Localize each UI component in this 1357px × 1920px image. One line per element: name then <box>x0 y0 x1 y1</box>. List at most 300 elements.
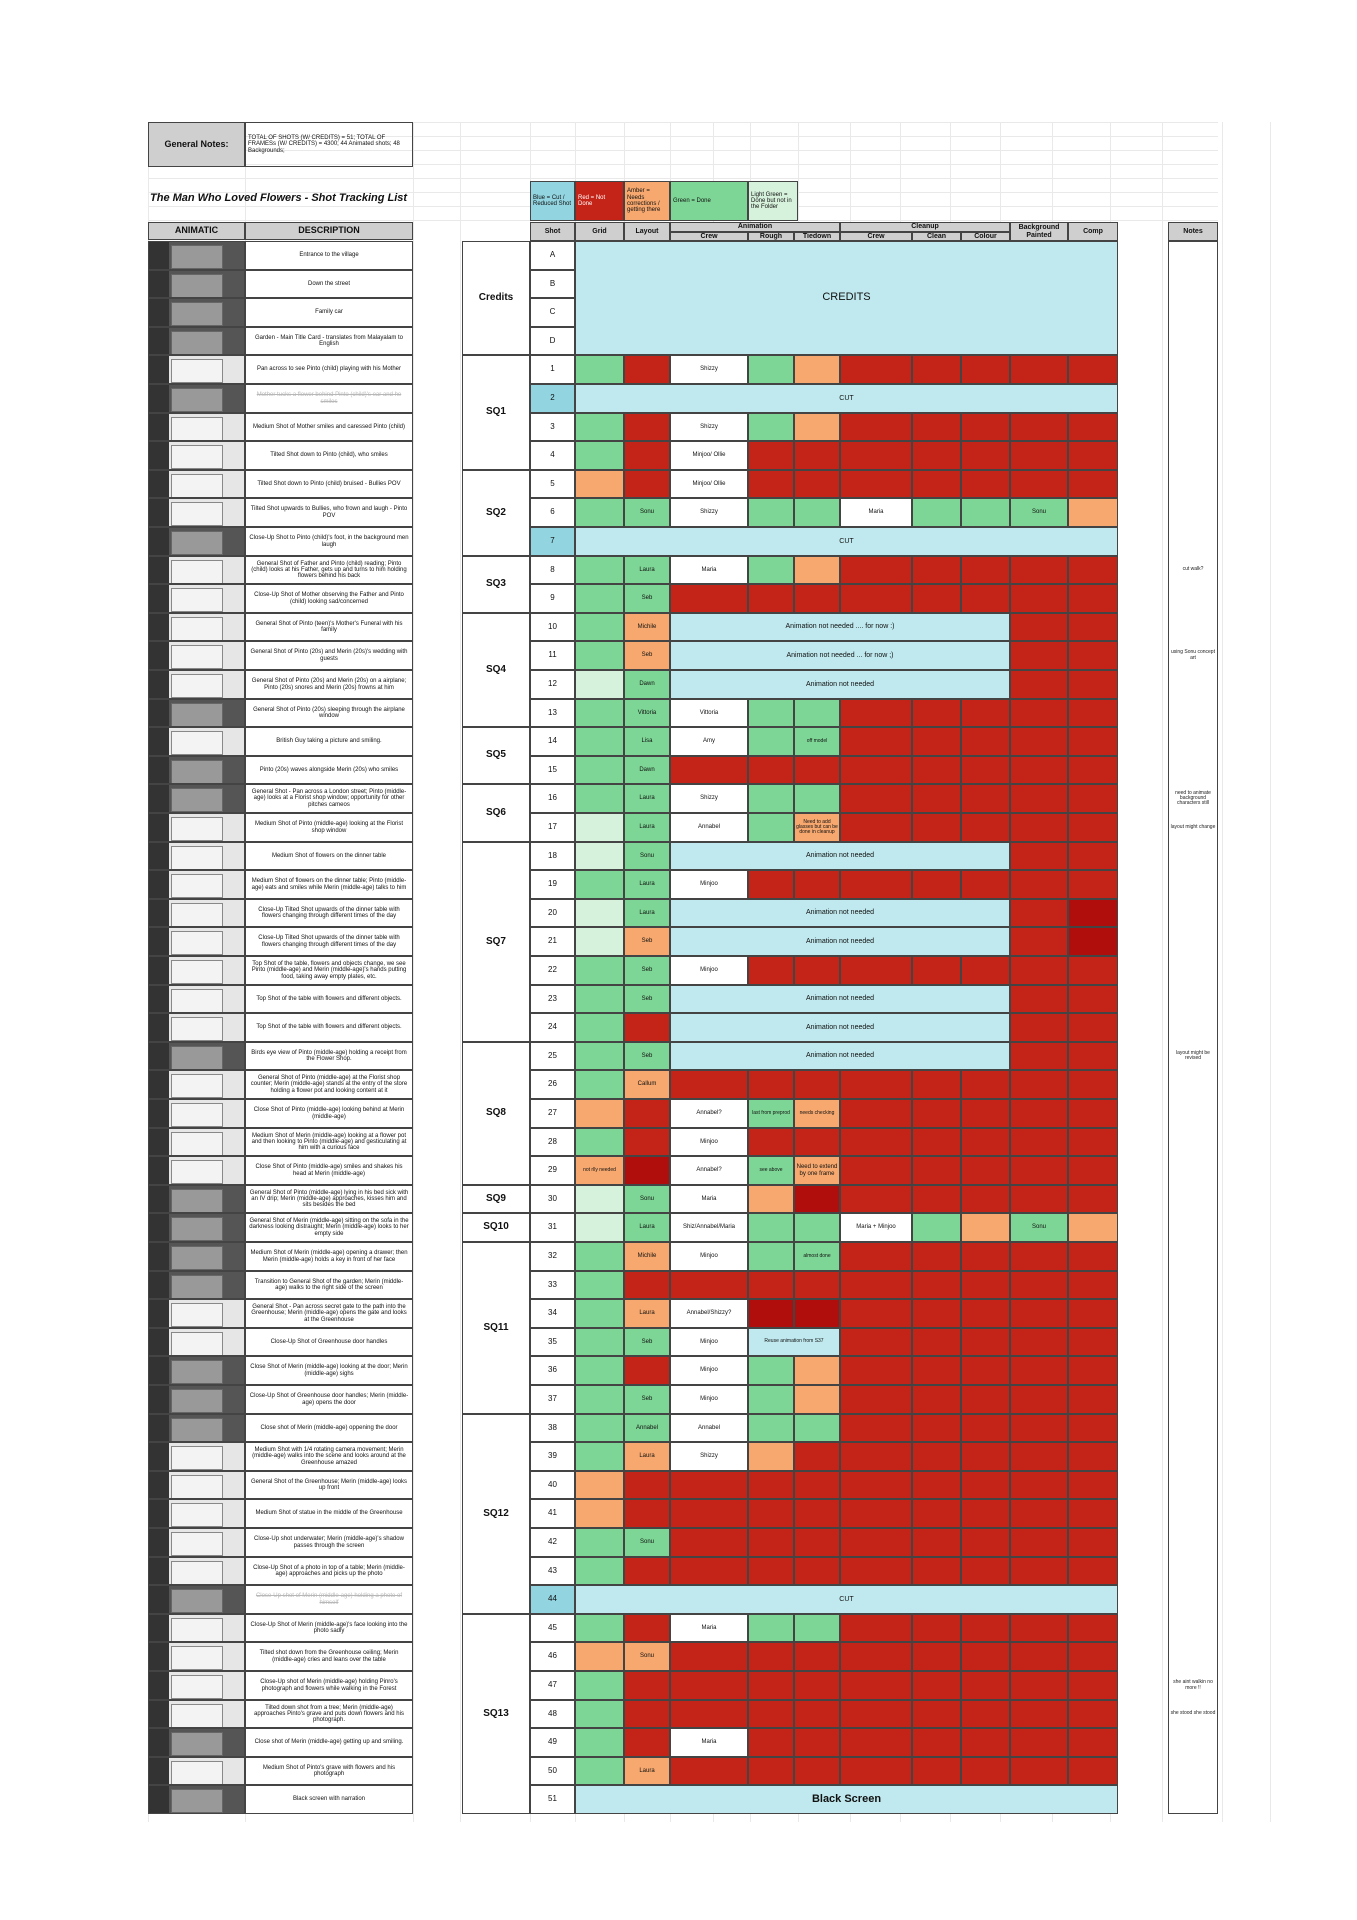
status-cell[interactable]: Shizzy <box>670 355 748 384</box>
status-cell[interactable]: Annabel? <box>670 1099 748 1128</box>
status-cell[interactable] <box>912 1614 961 1642</box>
status-cell[interactable] <box>840 1356 912 1385</box>
status-cell[interactable]: Seb <box>624 584 670 613</box>
status-cell[interactable] <box>624 441 670 470</box>
status-cell[interactable] <box>794 1614 840 1642</box>
status-cell[interactable] <box>961 813 1010 842</box>
status-cell[interactable] <box>912 1271 961 1299</box>
status-cell[interactable] <box>961 1728 1010 1757</box>
status-cell[interactable] <box>575 1328 624 1356</box>
status-cell[interactable] <box>1010 1242 1068 1271</box>
status-cell[interactable] <box>912 1385 961 1414</box>
status-cell[interactable] <box>575 1213 624 1242</box>
status-cell[interactable] <box>1010 1185 1068 1213</box>
status-cell[interactable] <box>1068 498 1118 527</box>
status-cell[interactable] <box>1068 1213 1118 1242</box>
status-cell[interactable] <box>1068 842 1118 870</box>
status-cell[interactable] <box>575 556 624 584</box>
status-cell[interactable]: Minjoo <box>670 1385 748 1414</box>
status-cell[interactable] <box>961 727 1010 756</box>
status-cell[interactable] <box>840 470 912 498</box>
status-cell[interactable] <box>961 413 1010 441</box>
status-cell[interactable] <box>840 1099 912 1128</box>
status-cell[interactable] <box>912 1414 961 1442</box>
status-cell[interactable] <box>961 1499 1010 1528</box>
status-cell[interactable] <box>912 727 961 756</box>
status-cell[interactable]: Maria <box>670 1185 748 1213</box>
status-cell[interactable] <box>912 1442 961 1471</box>
status-cell[interactable]: Annabel? <box>670 1156 748 1185</box>
status-cell[interactable]: Maria <box>840 498 912 527</box>
status-cell[interactable] <box>1010 1528 1068 1557</box>
status-cell[interactable] <box>1068 1728 1118 1757</box>
status-cell[interactable] <box>575 1013 624 1042</box>
status-cell[interactable] <box>575 1356 624 1385</box>
status-cell[interactable] <box>1068 1042 1118 1070</box>
status-cell[interactable] <box>840 1414 912 1442</box>
status-cell[interactable]: Seb <box>624 1042 670 1070</box>
status-cell[interactable] <box>1068 413 1118 441</box>
status-cell[interactable] <box>961 1471 1010 1499</box>
status-cell[interactable] <box>748 813 794 842</box>
status-cell[interactable] <box>794 355 840 384</box>
status-cell[interactable] <box>575 1471 624 1499</box>
status-cell[interactable]: Michile <box>624 1242 670 1271</box>
status-cell[interactable] <box>1010 1728 1068 1757</box>
status-cell[interactable] <box>1068 784 1118 813</box>
status-cell[interactable] <box>840 1299 912 1328</box>
status-cell[interactable] <box>961 1414 1010 1442</box>
status-cell[interactable] <box>912 1356 961 1385</box>
status-cell[interactable] <box>575 956 624 985</box>
status-cell[interactable] <box>912 1242 961 1271</box>
status-cell[interactable] <box>1068 813 1118 842</box>
status-cell[interactable] <box>961 498 1010 527</box>
status-cell[interactable] <box>912 1671 961 1700</box>
status-cell[interactable] <box>794 1557 840 1585</box>
status-cell[interactable] <box>1010 899 1068 927</box>
status-cell[interactable]: Annabel <box>670 813 748 842</box>
status-cell[interactable] <box>624 1671 670 1700</box>
status-cell[interactable] <box>794 1299 840 1328</box>
status-cell[interactable] <box>1010 670 1068 699</box>
status-cell[interactable] <box>670 1757 748 1785</box>
status-cell[interactable] <box>1010 413 1068 441</box>
status-cell[interactable]: Maria <box>670 1614 748 1642</box>
status-cell[interactable] <box>1068 699 1118 727</box>
status-cell[interactable] <box>1068 1700 1118 1728</box>
status-cell[interactable] <box>840 1557 912 1585</box>
status-cell[interactable] <box>840 1499 912 1528</box>
status-cell[interactable] <box>794 956 840 985</box>
status-cell[interactable] <box>912 870 961 899</box>
status-cell[interactable] <box>912 1185 961 1213</box>
status-cell[interactable] <box>912 413 961 441</box>
status-cell[interactable] <box>961 1700 1010 1728</box>
status-cell[interactable] <box>912 1499 961 1528</box>
status-cell[interactable] <box>840 956 912 985</box>
status-cell[interactable] <box>748 1128 794 1156</box>
status-cell[interactable] <box>840 1128 912 1156</box>
status-cell[interactable] <box>961 1128 1010 1156</box>
status-cell[interactable] <box>575 584 624 613</box>
status-cell[interactable] <box>840 727 912 756</box>
status-cell[interactable] <box>575 641 624 670</box>
status-cell[interactable] <box>624 1557 670 1585</box>
status-cell[interactable] <box>1068 1499 1118 1528</box>
status-cell[interactable] <box>912 813 961 842</box>
status-cell[interactable] <box>794 1128 840 1156</box>
status-cell[interactable] <box>840 1614 912 1642</box>
status-cell[interactable] <box>961 1156 1010 1185</box>
status-cell[interactable] <box>575 1242 624 1271</box>
status-cell[interactable] <box>748 498 794 527</box>
status-cell[interactable] <box>912 1557 961 1585</box>
status-cell[interactable] <box>1010 355 1068 384</box>
status-cell[interactable]: Laura <box>624 1213 670 1242</box>
status-cell[interactable] <box>748 727 794 756</box>
status-cell[interactable] <box>670 1671 748 1700</box>
status-cell[interactable] <box>575 1070 624 1099</box>
status-cell[interactable] <box>624 470 670 498</box>
status-cell[interactable] <box>1068 1128 1118 1156</box>
status-cell[interactable] <box>1010 470 1068 498</box>
status-cell[interactable]: Shizzy <box>670 784 748 813</box>
status-cell[interactable] <box>1068 870 1118 899</box>
status-cell[interactable] <box>794 1442 840 1471</box>
status-cell[interactable] <box>575 1299 624 1328</box>
status-cell[interactable] <box>912 1156 961 1185</box>
status-cell[interactable] <box>1068 1328 1118 1356</box>
status-cell[interactable] <box>575 1528 624 1557</box>
status-cell[interactable]: Seb <box>624 927 670 956</box>
status-cell[interactable] <box>670 1642 748 1671</box>
status-cell[interactable]: Maria <box>670 556 748 584</box>
status-cell[interactable] <box>912 584 961 613</box>
status-cell[interactable]: not rlly needed <box>575 1156 624 1185</box>
status-cell[interactable] <box>794 1499 840 1528</box>
status-cell[interactable] <box>840 584 912 613</box>
status-cell[interactable] <box>840 1185 912 1213</box>
status-cell[interactable] <box>748 1471 794 1499</box>
status-cell[interactable]: Annabel/Shizzy? <box>670 1299 748 1328</box>
status-cell[interactable] <box>1068 727 1118 756</box>
status-cell[interactable] <box>748 784 794 813</box>
status-cell[interactable] <box>624 1156 670 1185</box>
status-cell[interactable] <box>748 1728 794 1757</box>
status-cell[interactable]: Michile <box>624 613 670 641</box>
status-cell[interactable] <box>912 699 961 727</box>
status-cell[interactable] <box>575 1414 624 1442</box>
status-cell[interactable] <box>575 1728 624 1757</box>
status-cell[interactable] <box>840 813 912 842</box>
status-cell[interactable] <box>961 1185 1010 1213</box>
status-cell[interactable] <box>748 756 794 784</box>
status-cell[interactable] <box>1010 1356 1068 1385</box>
status-cell[interactable]: Vittoria <box>624 699 670 727</box>
status-cell[interactable] <box>961 556 1010 584</box>
status-cell[interactable] <box>575 1499 624 1528</box>
status-cell[interactable] <box>840 1471 912 1499</box>
status-cell[interactable] <box>912 1471 961 1499</box>
status-cell[interactable] <box>575 355 624 384</box>
status-cell[interactable] <box>575 1271 624 1299</box>
status-cell[interactable] <box>961 441 1010 470</box>
status-cell[interactable] <box>1068 956 1118 985</box>
status-cell[interactable] <box>794 1700 840 1728</box>
status-cell[interactable]: Laura <box>624 870 670 899</box>
status-cell[interactable]: Minjoo <box>670 870 748 899</box>
status-cell[interactable] <box>961 1242 1010 1271</box>
status-cell[interactable] <box>840 441 912 470</box>
status-cell[interactable] <box>961 1557 1010 1585</box>
status-cell[interactable] <box>1010 1042 1068 1070</box>
status-cell[interactable]: Seb <box>624 956 670 985</box>
status-cell[interactable] <box>748 1642 794 1671</box>
status-cell[interactable] <box>575 1042 624 1070</box>
status-cell[interactable] <box>1010 613 1068 641</box>
status-cell[interactable] <box>748 1442 794 1471</box>
status-cell[interactable] <box>575 842 624 870</box>
status-cell[interactable] <box>1010 1299 1068 1328</box>
status-cell[interactable]: Minjoo <box>670 1356 748 1385</box>
status-cell[interactable] <box>748 1557 794 1585</box>
status-cell[interactable] <box>624 1614 670 1642</box>
status-cell[interactable] <box>748 1356 794 1385</box>
status-cell[interactable] <box>748 470 794 498</box>
status-cell[interactable] <box>912 1700 961 1728</box>
status-cell[interactable] <box>794 1671 840 1700</box>
status-cell[interactable] <box>1068 1528 1118 1557</box>
status-cell[interactable] <box>912 1299 961 1328</box>
status-cell[interactable]: Laura <box>624 899 670 927</box>
status-cell[interactable] <box>961 1213 1010 1242</box>
status-cell[interactable]: Sonu <box>624 1185 670 1213</box>
status-cell[interactable] <box>1068 1013 1118 1042</box>
status-cell[interactable]: Need to extend by one frame <box>794 1156 840 1185</box>
status-cell[interactable] <box>748 355 794 384</box>
status-cell[interactable] <box>575 813 624 842</box>
status-cell[interactable] <box>1068 985 1118 1013</box>
status-cell[interactable] <box>794 870 840 899</box>
status-cell[interactable]: Need to add glasses but can be done in cleanup <box>794 813 840 842</box>
status-cell[interactable] <box>670 1070 748 1099</box>
status-cell[interactable]: Laura <box>624 1442 670 1471</box>
status-cell[interactable] <box>575 1671 624 1700</box>
status-cell[interactable] <box>840 355 912 384</box>
status-cell[interactable]: Minjoo <box>670 1128 748 1156</box>
status-cell[interactable] <box>794 1271 840 1299</box>
status-cell[interactable] <box>670 1557 748 1585</box>
status-cell[interactable]: Shizzy <box>670 1442 748 1471</box>
status-cell[interactable] <box>912 355 961 384</box>
status-cell[interactable] <box>1010 784 1068 813</box>
status-cell[interactable] <box>575 784 624 813</box>
status-cell[interactable] <box>1010 1013 1068 1042</box>
status-cell[interactable] <box>748 1414 794 1442</box>
status-cell[interactable] <box>1010 441 1068 470</box>
status-cell[interactable] <box>961 470 1010 498</box>
status-cell[interactable] <box>912 470 961 498</box>
status-cell[interactable] <box>840 870 912 899</box>
status-cell[interactable] <box>961 1299 1010 1328</box>
status-cell[interactable] <box>575 899 624 927</box>
status-cell[interactable] <box>1068 1671 1118 1700</box>
status-cell[interactable] <box>575 1442 624 1471</box>
status-cell[interactable] <box>961 1385 1010 1414</box>
status-cell[interactable] <box>1010 842 1068 870</box>
status-cell[interactable] <box>1068 1442 1118 1471</box>
status-cell[interactable] <box>748 1757 794 1785</box>
status-cell[interactable] <box>575 498 624 527</box>
status-cell[interactable] <box>794 413 840 441</box>
status-cell[interactable] <box>1068 756 1118 784</box>
status-cell[interactable] <box>1010 1099 1068 1128</box>
status-cell[interactable]: Dawn <box>624 670 670 699</box>
status-cell[interactable] <box>794 470 840 498</box>
status-cell[interactable] <box>748 956 794 985</box>
status-cell[interactable] <box>1068 613 1118 641</box>
status-cell[interactable] <box>748 1271 794 1299</box>
status-cell[interactable] <box>748 1614 794 1642</box>
status-cell[interactable] <box>624 1499 670 1528</box>
status-cell[interactable] <box>961 1528 1010 1557</box>
status-cell[interactable]: Vittoria <box>670 699 748 727</box>
status-cell[interactable] <box>1010 727 1068 756</box>
status-cell[interactable] <box>748 1070 794 1099</box>
status-cell[interactable] <box>624 1728 670 1757</box>
status-cell[interactable] <box>961 756 1010 784</box>
status-cell[interactable] <box>1068 670 1118 699</box>
status-cell[interactable] <box>794 1213 840 1242</box>
status-cell[interactable] <box>1010 870 1068 899</box>
status-cell[interactable] <box>840 1070 912 1099</box>
status-cell[interactable] <box>794 441 840 470</box>
status-cell[interactable] <box>794 1070 840 1099</box>
status-cell[interactable]: Laura <box>624 1299 670 1328</box>
status-cell[interactable] <box>670 1271 748 1299</box>
status-cell[interactable] <box>1010 1271 1068 1299</box>
status-cell[interactable] <box>624 1271 670 1299</box>
status-cell[interactable] <box>748 1499 794 1528</box>
status-cell[interactable] <box>1068 1099 1118 1128</box>
status-cell[interactable]: Seb <box>624 1328 670 1356</box>
status-cell[interactable]: Shiz/Annabel/Maria <box>670 1213 748 1242</box>
status-cell[interactable] <box>575 1099 624 1128</box>
status-cell[interactable]: Sonu <box>624 1528 670 1557</box>
status-cell[interactable] <box>1010 1385 1068 1414</box>
status-cell[interactable] <box>840 1442 912 1471</box>
status-cell[interactable] <box>624 1471 670 1499</box>
status-cell[interactable] <box>1068 355 1118 384</box>
status-cell[interactable] <box>840 1757 912 1785</box>
status-cell[interactable] <box>670 756 748 784</box>
status-cell[interactable] <box>575 985 624 1013</box>
status-cell[interactable] <box>1068 1156 1118 1185</box>
status-cell[interactable] <box>1010 985 1068 1013</box>
status-cell[interactable] <box>912 1070 961 1099</box>
status-cell[interactable] <box>1010 1156 1068 1185</box>
status-cell[interactable]: Minjoo/ Ollie <box>670 441 748 470</box>
status-cell[interactable]: Seb <box>624 985 670 1013</box>
status-cell[interactable] <box>961 870 1010 899</box>
status-cell[interactable] <box>748 1213 794 1242</box>
status-cell[interactable] <box>1010 1557 1068 1585</box>
status-cell[interactable] <box>1010 813 1068 842</box>
status-cell[interactable] <box>748 1242 794 1271</box>
status-cell[interactable] <box>1010 641 1068 670</box>
status-cell[interactable]: Laura <box>624 784 670 813</box>
status-cell[interactable] <box>1068 1557 1118 1585</box>
status-cell[interactable] <box>1010 1642 1068 1671</box>
status-cell[interactable]: Annabel <box>670 1414 748 1442</box>
status-cell[interactable]: Shizzy <box>670 413 748 441</box>
status-cell[interactable] <box>961 1671 1010 1700</box>
status-cell[interactable] <box>840 1671 912 1700</box>
status-cell[interactable] <box>961 1070 1010 1099</box>
status-cell[interactable]: Minjoo <box>670 1328 748 1356</box>
status-cell[interactable] <box>840 1700 912 1728</box>
status-cell[interactable]: see above <box>748 1156 794 1185</box>
status-cell[interactable] <box>961 699 1010 727</box>
status-cell[interactable] <box>624 1099 670 1128</box>
status-cell[interactable] <box>575 413 624 441</box>
status-cell[interactable] <box>961 1356 1010 1385</box>
status-cell[interactable] <box>961 1271 1010 1299</box>
status-cell[interactable] <box>1068 470 1118 498</box>
status-cell[interactable] <box>575 470 624 498</box>
status-cell[interactable] <box>961 1442 1010 1471</box>
status-cell[interactable] <box>1010 1070 1068 1099</box>
status-cell[interactable]: Maria <box>670 1728 748 1757</box>
status-cell[interactable] <box>1068 1356 1118 1385</box>
status-cell[interactable] <box>748 870 794 899</box>
status-cell[interactable] <box>840 1528 912 1557</box>
status-cell[interactable] <box>748 699 794 727</box>
status-cell[interactable] <box>748 1385 794 1414</box>
status-cell[interactable] <box>1068 927 1118 956</box>
status-cell[interactable]: Minjoo <box>670 1242 748 1271</box>
status-cell[interactable] <box>1010 1414 1068 1442</box>
status-cell[interactable] <box>575 927 624 956</box>
status-cell[interactable] <box>575 1757 624 1785</box>
status-cell[interactable]: Sonu <box>624 1642 670 1671</box>
status-cell[interactable] <box>840 784 912 813</box>
status-cell[interactable] <box>794 1185 840 1213</box>
status-cell[interactable] <box>794 1385 840 1414</box>
status-cell[interactable] <box>961 1099 1010 1128</box>
status-cell[interactable] <box>912 956 961 985</box>
status-cell[interactable] <box>794 756 840 784</box>
status-cell[interactable] <box>575 727 624 756</box>
status-cell[interactable] <box>912 1728 961 1757</box>
status-cell[interactable] <box>840 413 912 441</box>
status-cell[interactable] <box>912 1528 961 1557</box>
status-cell[interactable] <box>1068 899 1118 927</box>
status-cell[interactable] <box>912 1642 961 1671</box>
status-cell[interactable] <box>912 556 961 584</box>
status-cell[interactable] <box>624 1700 670 1728</box>
status-cell[interactable] <box>575 1185 624 1213</box>
status-cell[interactable] <box>794 1757 840 1785</box>
status-cell[interactable] <box>961 355 1010 384</box>
status-cell[interactable] <box>961 1328 1010 1356</box>
status-cell[interactable]: almost done <box>794 1242 840 1271</box>
status-cell[interactable]: Laura <box>624 556 670 584</box>
status-cell[interactable] <box>1068 1642 1118 1671</box>
status-cell[interactable] <box>670 1471 748 1499</box>
status-cell[interactable] <box>670 1700 748 1728</box>
